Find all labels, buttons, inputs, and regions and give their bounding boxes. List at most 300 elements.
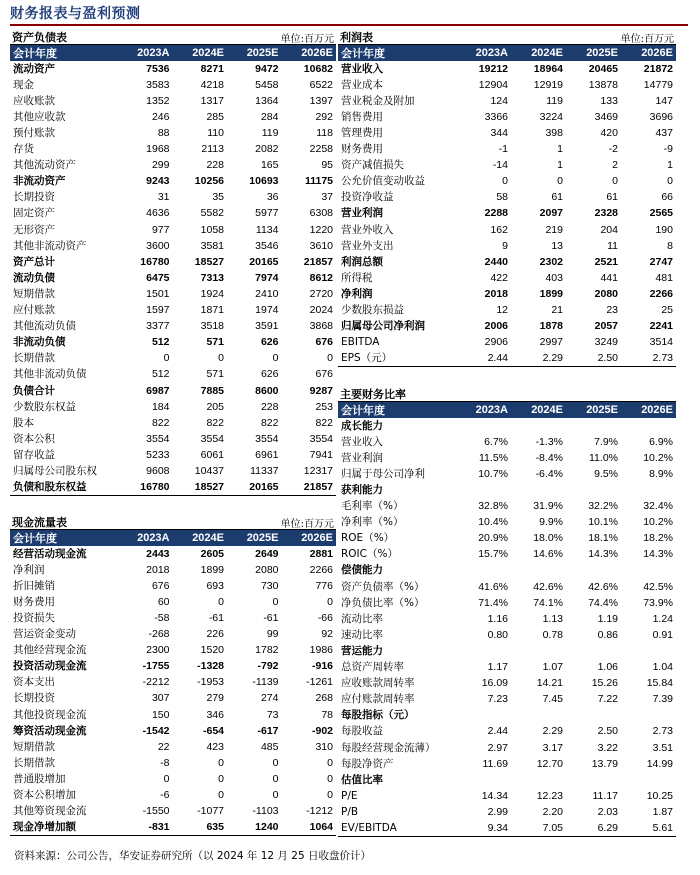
cell-value: -6.4% [535, 467, 563, 480]
column-header-year: 2025E [227, 530, 282, 546]
cell-value [566, 643, 621, 659]
cell-value: 6987 [146, 384, 170, 397]
table-row [10, 771, 336, 787]
section-row [338, 772, 676, 788]
cell-value: 1220 [309, 223, 333, 236]
row-label: 净利润 [341, 287, 373, 300]
cell-value: 2906 [484, 336, 508, 349]
cell-value: 2024 [309, 304, 333, 317]
cell-value: 0.78 [542, 628, 563, 641]
cell-value [511, 482, 566, 498]
column-header-label: 会计年度 [338, 402, 456, 418]
cell-value: 420 [600, 127, 618, 140]
row-label: 每股净资产 [341, 757, 394, 770]
cell-value: 9608 [146, 464, 170, 477]
cell-value: 274 [260, 692, 279, 705]
cell-value: -1328 [197, 660, 224, 673]
cell-value: 422 [490, 271, 508, 284]
table-row [338, 158, 676, 174]
cell-value: 0 [218, 756, 224, 769]
cell-value: -654 [202, 724, 224, 737]
table-row [10, 399, 336, 415]
table-row [338, 434, 676, 450]
table-row [10, 594, 336, 610]
cell-value: 977 [151, 223, 170, 236]
row-label: 资本支出 [13, 676, 55, 689]
cell-value: 10.4% [478, 516, 508, 529]
cell-value: 2082 [255, 143, 279, 156]
cell-value: -1077 [197, 805, 224, 818]
cell-value: 0 [272, 772, 279, 785]
row-label: 营业外收入 [341, 223, 394, 236]
cell-value: 10.7% [478, 467, 508, 480]
cell-value: 147 [655, 94, 673, 107]
row-label: 现金 [13, 78, 34, 91]
cell-value: 2.20 [542, 805, 563, 818]
cell-value: 124 [490, 94, 508, 107]
cell-value: 35 [212, 191, 224, 204]
table-row [338, 627, 676, 643]
row-label: 资本公积 [13, 432, 55, 445]
column-header-year: 2026E [621, 45, 676, 61]
row-label: 其他流动资产 [13, 159, 76, 172]
cell-value: 1364 [255, 94, 279, 107]
table-row [10, 303, 336, 319]
cell-value: 15.26 [591, 677, 618, 690]
table-row [338, 515, 676, 531]
cell-value: 71.4% [478, 596, 508, 609]
cell-value: 32.8% [478, 500, 508, 513]
cell-value: 7.45 [542, 693, 563, 706]
cell-value: 4636 [146, 207, 170, 220]
cell-value: -617 [257, 724, 279, 737]
cell-value: 10256 [194, 175, 224, 188]
cell-value: 822 [260, 416, 279, 429]
cell-value: 11.0% [589, 451, 618, 464]
cell-value: 0.86 [597, 628, 618, 641]
cell-value: 11.5% [479, 451, 508, 464]
table-row [338, 222, 676, 238]
cell-value: 1 [557, 159, 563, 172]
cell-value: 3.22 [597, 741, 618, 754]
row-label: 其他非流动负债 [13, 368, 87, 381]
table-row [10, 270, 336, 286]
cell-value: -1550 [142, 805, 170, 818]
ratios-header [338, 385, 676, 402]
cell-value: 61 [606, 191, 618, 204]
ratios-title: 主要财务比率 [340, 388, 406, 401]
cell-value: 73 [266, 708, 279, 721]
cell-value: 0 [218, 772, 224, 785]
cell-value: -1.3% [535, 435, 563, 448]
cell-value: 2288 [484, 207, 508, 220]
cell-value: 11337 [250, 464, 279, 477]
cell-value: 0 [327, 352, 333, 365]
cell-value: 1899 [200, 563, 224, 576]
cell-value [456, 563, 511, 579]
table-row [10, 447, 336, 463]
cell-value: -2 [608, 143, 618, 156]
cell-value: 3224 [539, 110, 563, 123]
cell-value: 7.23 [487, 693, 508, 706]
cell-value: 18.1% [588, 532, 618, 545]
cell-value: 2241 [649, 320, 673, 333]
cell-value: 2649 [255, 547, 279, 560]
row-label: 销售费用 [341, 110, 383, 123]
income-statement-header [338, 28, 676, 45]
cell-value: 9287 [309, 384, 333, 397]
income-statement-table [338, 45, 676, 367]
cell-value: 310 [315, 740, 333, 753]
row-label: 流动负债 [13, 271, 55, 284]
cell-value [566, 708, 621, 724]
table-row [338, 579, 676, 595]
row-label: 留存收益 [13, 448, 55, 461]
column-header-year: 2023A [118, 45, 173, 61]
row-label: 其他经营现金流 [13, 644, 87, 657]
cell-value: 0 [557, 175, 563, 188]
cell-value [456, 708, 511, 724]
cell-value: 78 [321, 708, 333, 721]
column-header-year: 2023A [456, 402, 511, 418]
cell-value: 1968 [146, 143, 170, 156]
column-header-year: 2023A [456, 45, 511, 61]
cell-value: -1139 [252, 676, 279, 689]
cell-value: 18.0% [533, 532, 563, 545]
cell-value: 2.50 [566, 351, 621, 367]
cell-value: 0 [327, 789, 333, 802]
cell-value: 676 [315, 368, 333, 381]
table-row [10, 254, 336, 270]
cell-value: 730 [260, 579, 279, 592]
cell-value: 5458 [255, 78, 279, 91]
table-row [10, 206, 336, 222]
cell-value: 42.5% [643, 580, 673, 593]
row-label: 投资损失 [13, 612, 55, 625]
cell-value: -6 [160, 789, 170, 802]
table-row [10, 125, 336, 141]
cell-value: -61 [263, 612, 279, 625]
cell-value: 3518 [200, 320, 224, 333]
section-label: 成长能力 [341, 419, 383, 432]
section-row [338, 482, 676, 498]
cell-value: 9.9% [539, 516, 563, 529]
cell-value: 150 [151, 708, 170, 721]
cash-flow-header [10, 513, 336, 530]
row-label: 营业税金及附加 [341, 94, 415, 107]
cell-value: 485 [260, 740, 279, 753]
cell-value: 2097 [539, 207, 563, 220]
cell-value: 403 [545, 271, 563, 284]
cell-value [621, 482, 676, 498]
cell-value: 21857 [282, 480, 337, 496]
row-label: 投资活动现金流 [13, 660, 87, 673]
table-row [338, 499, 676, 515]
row-label: 非流动负债 [13, 336, 66, 349]
cell-value: 2747 [649, 255, 673, 268]
cell-value: 2113 [201, 143, 224, 156]
cell-value: 12 [496, 304, 508, 317]
title-divider [10, 24, 688, 26]
cell-value: 60 [157, 595, 170, 608]
row-label: 毛利率（%） [341, 500, 404, 513]
cell-value: 3377 [146, 320, 170, 333]
row-label: 其他应收款 [13, 110, 66, 123]
cell-value: 0 [218, 789, 224, 802]
cell-value: 3554 [200, 432, 224, 445]
table-row [10, 174, 336, 190]
table-row [338, 820, 676, 836]
row-label: 其他投资现金流 [13, 708, 87, 721]
cell-value: 12904 [478, 78, 508, 91]
row-label: 少数股东权益 [13, 400, 76, 413]
table-row [338, 724, 676, 740]
row-label: 净负债比率（%） [341, 596, 425, 609]
cell-value: 2 [612, 159, 618, 172]
row-label: 其他非流动资产 [13, 239, 87, 252]
cell-value: 5233 [146, 448, 170, 461]
column-header-year: 2026E [621, 402, 676, 418]
cell-value: 2440 [484, 255, 508, 268]
cell-value: 7.9% [594, 435, 618, 448]
row-label: 长期借款 [13, 352, 55, 365]
cash-flow-unit: 单位:百万元 [280, 519, 334, 530]
section-row [338, 563, 676, 579]
cell-value: 6522 [309, 78, 333, 91]
table-row [10, 707, 336, 723]
row-label: 营业成本 [341, 78, 383, 91]
cell-value: 1501 [146, 287, 170, 300]
cell-value: 1.07 [542, 661, 563, 674]
cell-value: 2302 [539, 255, 563, 268]
cell-value: -61 [208, 612, 224, 625]
cell-value [511, 563, 566, 579]
cell-value: 7.05 [511, 820, 566, 836]
row-label: 短期借款 [13, 287, 55, 300]
cell-value: 246 [151, 110, 170, 123]
cell-value: 344 [490, 127, 508, 140]
cell-value: 16780 [140, 255, 170, 268]
cell-value: 1.06 [597, 661, 618, 674]
cell-value: 18527 [173, 480, 228, 496]
table-row [10, 788, 336, 804]
cell-value: 10437 [194, 464, 224, 477]
cell-value: 14.3% [643, 548, 673, 561]
table-row [10, 755, 336, 771]
row-label: 营运资金变动 [13, 628, 76, 641]
cell-value: 2.44 [487, 725, 508, 738]
cell-value: -1103 [252, 805, 279, 818]
table-row [10, 659, 336, 675]
table-row [338, 303, 676, 319]
table-row [10, 77, 336, 93]
table-row [10, 222, 336, 238]
cell-value: 1397 [309, 94, 333, 107]
cell-value: 8612 [309, 271, 333, 284]
cell-value: 6061 [200, 448, 224, 461]
cell-value: 16780 [118, 480, 173, 496]
cell-value: -2212 [142, 676, 170, 689]
column-header-label: 会计年度 [338, 45, 456, 61]
row-label: 净利润 [13, 563, 45, 576]
cell-value [456, 482, 511, 498]
cell-value: 284 [260, 110, 279, 123]
row-label: 存货 [13, 143, 34, 156]
row-label: 营业利润 [341, 207, 383, 220]
table-row [10, 335, 336, 351]
cell-value: 1.24 [652, 612, 673, 625]
page-title: 财务报表与盈利预测 [10, 6, 141, 22]
row-label: 财务费用 [13, 595, 55, 608]
cell-value: 5.61 [621, 820, 676, 836]
cell-value: 11 [607, 239, 618, 252]
cell-value: 1974 [255, 304, 279, 317]
row-label: 应付账款 [13, 304, 55, 317]
row-label: 预付账款 [13, 127, 55, 140]
row-label: 短期借款 [13, 740, 55, 753]
table-header-row [10, 530, 336, 546]
cell-value: 7941 [309, 448, 333, 461]
cell-value: 2.44 [456, 351, 511, 367]
cell-value: 14779 [643, 78, 673, 91]
income-statement-unit: 单位:百万元 [620, 34, 674, 45]
table-row [10, 158, 336, 174]
row-label: 营业外支出 [341, 239, 394, 252]
row-label: 非流动资产 [13, 175, 66, 188]
cell-value: 11175 [304, 175, 333, 188]
cell-value: 0 [272, 756, 279, 769]
cell-value: 11.17 [592, 789, 618, 802]
table-row [10, 480, 336, 496]
cell-value: 693 [206, 579, 224, 592]
row-label: 应收账款周转率 [341, 677, 415, 690]
cell-value: 8 [667, 239, 673, 252]
table-row [338, 692, 676, 708]
row-label: EPS（元） [338, 351, 456, 367]
row-label: 资产减值损失 [341, 159, 404, 172]
table-row [338, 466, 676, 482]
cell-value: 2266 [309, 563, 333, 576]
row-label: 利润总额 [341, 255, 383, 268]
cell-value: 20165 [249, 255, 279, 268]
cell-value: 110 [207, 127, 224, 140]
cell-value: 1317 [200, 94, 224, 107]
table-row [10, 431, 336, 447]
cell-value: 1058 [200, 223, 224, 236]
cell-value: 95 [321, 159, 333, 172]
cell-value: 676 [151, 579, 170, 592]
cell-value: -66 [317, 612, 333, 625]
row-label: EBITDA [341, 336, 380, 349]
cell-value: 118 [316, 127, 333, 140]
cell-value: 635 [173, 820, 228, 836]
cell-value: 14.6% [533, 548, 563, 561]
cell-value: 37 [321, 191, 333, 204]
table-row [338, 531, 676, 547]
cell-value [621, 418, 676, 434]
cell-value: 15.7% [478, 548, 508, 561]
cell-value: 1.04 [652, 661, 673, 674]
cell-value: 3868 [309, 320, 333, 333]
cell-value: 0 [327, 772, 333, 785]
cell-value: 3469 [594, 110, 618, 123]
cell-value: 36 [266, 191, 279, 204]
cell-value: 12919 [533, 78, 563, 91]
cell-value: 6308 [309, 207, 333, 220]
cell-value: 9243 [146, 175, 170, 188]
cell-value: 9472 [255, 62, 279, 75]
cell-value: 2.99 [487, 805, 508, 818]
cell-value [456, 643, 511, 659]
cell-value [566, 772, 621, 788]
cell-value [511, 772, 566, 788]
table-row [10, 109, 336, 125]
row-label: 负债合计 [13, 384, 55, 397]
cell-value: 119 [546, 94, 563, 107]
table-row [338, 351, 676, 367]
cell-value: -9 [663, 143, 673, 156]
table-row [10, 723, 336, 739]
table-row [338, 611, 676, 627]
section-label: 估值比率 [341, 773, 383, 786]
table-row [10, 627, 336, 643]
cell-value: 3514 [649, 336, 673, 349]
row-label: P/B [341, 805, 359, 818]
cell-value: 20165 [227, 480, 282, 496]
cell-value [621, 772, 676, 788]
cell-value: 1986 [309, 644, 333, 657]
cell-value: 21872 [643, 62, 673, 75]
cell-value: 2266 [649, 287, 673, 300]
cell-value: 0 [502, 175, 508, 188]
cell-value: 14.99 [646, 757, 673, 770]
cell-value: 299 [151, 159, 170, 172]
cell-value: 307 [151, 692, 170, 705]
table-row [338, 109, 676, 125]
cell-value: 676 [315, 336, 333, 349]
cell-value: 7313 [200, 271, 224, 284]
row-label: EV/EBITDA [338, 820, 456, 836]
cell-value: 0 [272, 352, 279, 365]
cell-value: 346 [206, 708, 224, 721]
cell-value: 0 [163, 352, 170, 365]
table-row [338, 125, 676, 141]
row-label: 财务费用 [341, 143, 383, 156]
cell-value: 3249 [594, 336, 618, 349]
cell-value: 6.29 [566, 820, 621, 836]
table-row [338, 740, 676, 756]
row-label: 归属母公司股东权 [13, 464, 97, 477]
cell-value: 8271 [200, 62, 224, 75]
cell-value: 13878 [588, 78, 618, 91]
cell-value: 21 [551, 304, 563, 317]
cell-value: 11.69 [482, 757, 508, 770]
cell-value: 7.39 [652, 693, 673, 706]
cell-value: -792 [257, 660, 279, 673]
cell-value: 253 [315, 400, 333, 413]
cell-value [621, 643, 676, 659]
cell-value: -1755 [142, 660, 170, 673]
cell-value: 12.70 [536, 757, 563, 770]
section-label: 获利能力 [341, 484, 383, 497]
table-row [10, 61, 336, 77]
cell-value: 1.17 [487, 661, 508, 674]
row-label: 其他筹资现金流 [13, 805, 87, 818]
cell-value: 7974 [255, 271, 279, 284]
table-row [338, 547, 676, 563]
cell-value: 1924 [200, 287, 224, 300]
cell-value: -8.4% [535, 451, 563, 464]
